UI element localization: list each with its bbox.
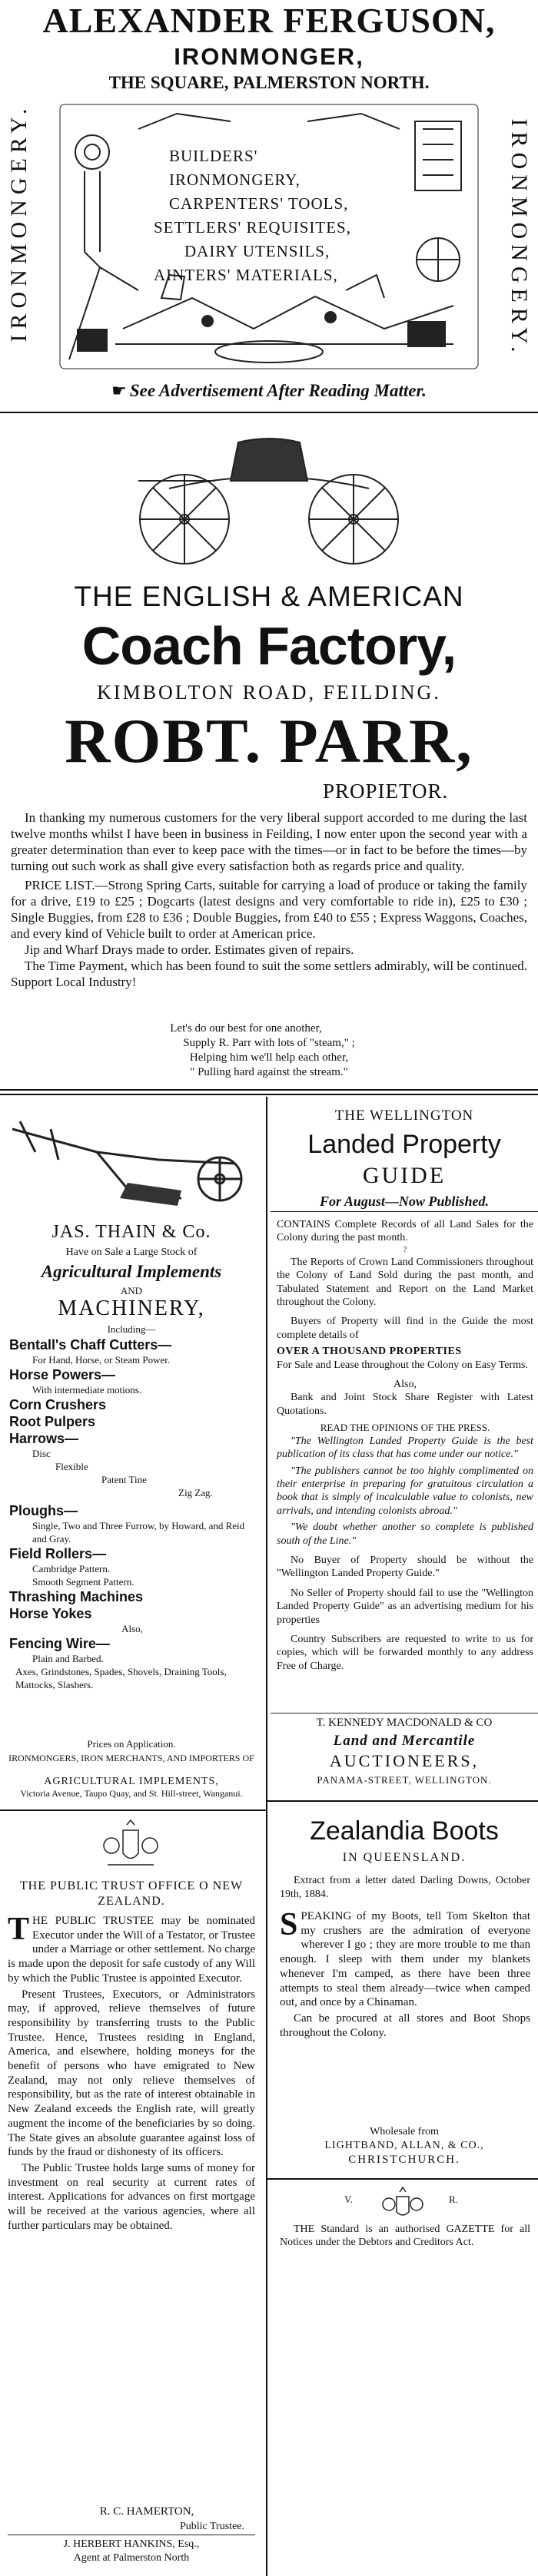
- item-title: Corn Crushers: [9, 1397, 107, 1412]
- item-sub: Smooth Segment Pattern.: [32, 1576, 134, 1588]
- guide-title2: GUIDE: [362, 1163, 447, 1188]
- item-sub: Flexible: [55, 1461, 88, 1472]
- item-sub: Axes, Grindstones, Spades, Shovels, Draining Tools, Mattocks, Slashers.: [15, 1666, 227, 1690]
- item-title: Thrashing Machines: [9, 1589, 144, 1604]
- thain-ironmongers: IRONMONGERS, IRON MERCHANTS, AND IMPORTERS OF: [8, 1753, 254, 1763]
- boots-whole: Wholesale from: [370, 2126, 439, 2137]
- verse-line: " Pulling hard against the stream.": [190, 1066, 348, 1078]
- thain-item: [9, 1605, 255, 1635]
- guide-also: Also,: [394, 1379, 417, 1391]
- trust-heading: THE PUBLIC TRUST OFFICE O NEW ZEALAND.: [19, 1879, 244, 1908]
- thain-item: [9, 1502, 255, 1545]
- thain-including: Including—: [107, 1323, 156, 1335]
- thain-address: Victoria Avenue, Taupo Quay, and St. Hill-street, Wanganui.: [20, 1788, 243, 1799]
- guide-para: No Seller of Property should fail to use the "Wellington Landed Property Guide" as an advertising medium for his properties: [277, 1587, 533, 1626]
- pointing-hand-icon: ☛: [111, 381, 127, 400]
- buggy-illustration: [123, 435, 415, 565]
- coach-name: ROBT. PARR,: [65, 706, 473, 776]
- trust-para: The Public Trustee holds large sums of money for investment on real security at current rates of interest. Applications for advances on first mortgage will be received at the various agencies, where all further particulars may be obtained.: [8, 2161, 255, 2232]
- item-sub: With intermediate motions.: [32, 1384, 142, 1396]
- guide-body: [277, 1218, 533, 1673]
- guide-para: Country Subscribers are requested to write to us for copies, which will be forwarded monthly to any address Free of Charge.: [277, 1633, 533, 1672]
- guide-the: THE WELLINGTON: [334, 1108, 474, 1124]
- guide-quote: "We doubt whether another so complete is published south of the Line.": [277, 1521, 533, 1547]
- thain-intro: Have on Sale a Large Stock of: [65, 1247, 198, 1258]
- thain-item: [9, 1336, 255, 1366]
- trust-sig1: R. C. HAMERTON,: [99, 2505, 194, 2518]
- item-sub: Patent Tine: [101, 1474, 147, 1485]
- guide-para: Bank and Joint Stock Share Register with Latest Quotations.: [277, 1392, 533, 1417]
- coach-factory-ad: [0, 415, 538, 1198]
- guide-month: For August—Now Published.: [271, 1194, 538, 1212]
- boots-body: [280, 1909, 530, 2040]
- guide-land: Land and Mercantile: [333, 1733, 476, 1749]
- guide-para: Buyers of Property will find in the Guide the most complete details of: [277, 1316, 533, 1341]
- trust-agent-line: Agent at Palmerston North: [73, 2552, 190, 2564]
- guide-opinions: READ THE OPINIONS OF THE PRESS.: [320, 1422, 490, 1434]
- coach-line1: THE ENGLISH & AMERICAN: [74, 581, 464, 612]
- coach-title: PROPIETOR.: [323, 780, 449, 803]
- guide-auct: AUCTIONEERS,: [329, 1751, 480, 1770]
- coach-para: PRICE LIST.—Strong Spring Carts, suitable for carrying a load of produce or taking the family for a drive, £19 to £25 ; Dogcarts (latest designs and very comfortable to ride in), £25 to £30 ; Single Buggies, from £28 to £36 ; Double Buggies, from £40 to £55 ; Express Waggons, Coaches, and every kind of Vehicle built to order at American price.: [11, 878, 527, 941]
- ferguson-line: SETTLERS' REQUISITES,: [154, 218, 351, 237]
- boots-para-text: PEAKING of my Boots, tell Tom Skelton that my crushers are the admiration of everyone wherever I go ; they are more trouble to me than enough. I sleep with them under my blankets whenever I'm camped, as there have been three attempts to steal them already—twice when camped out, and once by a Chinaman.: [280, 1910, 530, 2009]
- item-title: Harrows—: [9, 1431, 79, 1446]
- thain-item: [9, 1635, 255, 1691]
- ferguson-name: ALEXANDER FERGUSON,: [42, 1, 496, 40]
- thain-items: [9, 1336, 255, 1691]
- divider: [0, 1094, 538, 1095]
- thain-heading2: MACHINERY,: [58, 1296, 205, 1320]
- coach-para: The Time Payment, which has been found to suit the some settlers admirably, will be continued. Support Local Industry!: [11, 959, 527, 989]
- item-title: Ploughs—: [9, 1503, 78, 1518]
- thain-name: JAS. THAIN & Co.: [51, 1222, 211, 1242]
- boots-city: CHRISTCHURCH.: [348, 2154, 460, 2166]
- boots-sub: IN QUEENSLAND.: [342, 1851, 467, 1864]
- question-mark-icon: ?: [403, 1245, 407, 1254]
- ferguson-line: BUILDERS' IRONMONGERY,: [169, 147, 301, 189]
- item-sub: Cambridge Pattern.: [32, 1563, 111, 1574]
- thain-item: [9, 1366, 255, 1396]
- guide-firm: T. KENNEDY MACDONALD & CO: [271, 1713, 538, 1730]
- item-sub: Single, Two and Three Furrow, by Howard, and Reid and Gray.: [32, 1520, 245, 1545]
- boots-para: [280, 1909, 530, 2010]
- ferguson-ad: [0, 0, 538, 412]
- thain-ad: [0, 1098, 263, 1805]
- gazette-notice: [271, 2181, 538, 2574]
- divider: [0, 412, 538, 413]
- verse-line: Supply R. Parr with lots of "steam," ;: [183, 1037, 355, 1049]
- drop-cap: S: [280, 1907, 298, 1942]
- thain-and: AND: [120, 1285, 143, 1296]
- divider: [0, 1089, 538, 1091]
- coach-body: [11, 810, 527, 990]
- column-rule: [266, 1097, 267, 2576]
- guide-title1: Landed Property: [307, 1130, 501, 1159]
- guide-para: CONTAINS Complete Records of all Land Sales for the Colony during the past month.: [277, 1219, 533, 1244]
- coach-line3: KIMBOLTON ROAD, FEILDING.: [97, 681, 441, 704]
- divider: [0, 1809, 266, 1811]
- item-sub: For Hand, Horse, or Steam Power.: [32, 1354, 171, 1366]
- coach-verse: [0, 1021, 538, 1080]
- thain-item: [9, 1545, 255, 1588]
- item-sub: Also,: [121, 1623, 143, 1634]
- boots-para: Can be procured at all stores and Boot Shops throughout the Colony.: [280, 2011, 530, 2039]
- coat-of-arms-icon: [100, 1819, 161, 1872]
- public-trust-ad: [0, 1814, 263, 2574]
- drop-cap: T: [8, 1912, 30, 1947]
- coach-para: In thanking my numerous customers for the very liberal support accorded to me during the last twelve months whilst I have been in business in Feilding, I now enter upon the second year with a greater determination than ever to keep pace with the times—or in fact to be before the times—by turning out such work as shall give every satisfaction both as regards price and quality.: [11, 810, 527, 873]
- boots-title: Zealandia Boots: [310, 1816, 499, 1846]
- ferguson-side-right: IRONMONGERY.: [506, 118, 532, 358]
- item-title: Field Rollers—: [9, 1546, 107, 1561]
- ferguson-trade: IRONMONGER,: [174, 43, 364, 70]
- boots-intro: Extract from a letter dated Darling Downs, October 19th, 1884.: [280, 1875, 530, 1900]
- item-title: Horse Yokes: [9, 1606, 92, 1621]
- ferguson-line: CARPENTERS' TOOLS,: [169, 194, 349, 213]
- verse-line: Let's do our best for one another,: [170, 1022, 322, 1035]
- boots-firm: LIGHTBAND, ALLAN, & CO.,: [324, 2140, 484, 2151]
- trust-agent-line: J. HERBERT HANKINS, Esq.,: [63, 2538, 200, 2550]
- guide-para: For Sale and Lease throughout the Colony on Easy Terms.: [277, 1359, 528, 1371]
- trust-sig2: Public Trustee.: [179, 2521, 244, 2532]
- plough-illustration: [5, 1106, 258, 1214]
- trust-para-text: HE PUBLIC TRUSTEE may be nominated Executor under the Will of a Testator, or Trustee under a Marriage or other settlement. No charge is made upon the deposit for safe custody of any Will by which the Public Trustee is appointed Executor.: [8, 1915, 255, 1985]
- trust-body: [8, 1914, 255, 2233]
- landed-property-ad: [271, 1098, 538, 1799]
- gazette-v: V.: [344, 2194, 353, 2205]
- trust-agent: [8, 2535, 255, 2565]
- guide-addr: PANAMA-STREET, WELLINGTON.: [317, 1774, 492, 1786]
- gazette-text: THE Standard is an authorised GAZETTE for all Notices under the Debtors and Creditors Act.: [280, 2223, 530, 2248]
- item-title: Fencing Wire—: [9, 1636, 110, 1651]
- ferguson-footer-text: See Advertisement After Reading Matter.: [129, 381, 427, 400]
- thain-item: [9, 1430, 255, 1499]
- divider: [267, 1800, 538, 1802]
- ferguson-lines: [154, 144, 392, 287]
- thain-prices: Prices on Application.: [87, 1738, 176, 1750]
- trust-para: Present Trustees, Executors, or Administrators may, if approved, relieve themselves of future responsibility by transferring trusts to the Public Trustee. Hence, Trustees residing in England, America, and elsewhere, holding moneys for the benefit of persons who have emigrated to New Zealand, may not only relieve themselves of responsibility, but as the rate of interest obtainable in New Zealand exceeds the English rate, will greatly augment the income of the beneficiaries by so doing. The State gives an absolute guarantee against loss of funds by the fraud or dishonesty of its officers.: [8, 1988, 255, 2159]
- guide-para: No Buyer of Property should be without the "Wellington Landed Property Guide.": [277, 1554, 533, 1580]
- ferguson-line: DAIRY UTENSILS,: [184, 242, 330, 260]
- coach-line2: Coach Factory,: [81, 616, 457, 676]
- ferguson-address: THE SQUARE, PALMERSTON NORTH.: [108, 73, 430, 92]
- item-title: Root Pulpers: [9, 1414, 96, 1429]
- item-title: Bentall's Chaff Cutters—: [9, 1337, 172, 1353]
- thain-heading1: Agricultural Implements: [41, 1262, 222, 1281]
- guide-quote: "The Wellington Landed Property Guide is the best publication of its class that has come under our notice.": [277, 1435, 533, 1461]
- divider: [267, 2178, 538, 2180]
- thain-agri: AGRICULTURAL IMPLEMENTS,: [44, 1776, 219, 1787]
- item-sub: Disc: [32, 1448, 51, 1459]
- ferguson-footer: [0, 381, 538, 401]
- guide-para: The Reports of Crown Land Commissioners throughout the Colony of Land Sold during the past month, and Tabulated Statement and Report on the Land Market throughout the Colony.: [277, 1256, 533, 1309]
- item-sub: Plain and Barbed.: [32, 1653, 104, 1664]
- item-title: Horse Powers—: [9, 1367, 116, 1382]
- verse-line: Helping him we'll help each other,: [189, 1051, 349, 1064]
- coach-para: Jip and Wharf Drays made to order. Estimates given of repairs.: [25, 942, 354, 957]
- item-sub: Zig Zag.: [178, 1487, 213, 1498]
- trust-para: [8, 1914, 255, 1986]
- ferguson-line: AINTERS' MATERIALS,: [154, 266, 338, 284]
- royal-crest-icon: [381, 2186, 424, 2220]
- guide-para: OVER A THOUSAND PROPERTIES: [277, 1346, 462, 1358]
- gazette-r: R.: [449, 2194, 458, 2205]
- ferguson-side-left: IRONMONGERY.: [6, 103, 32, 343]
- guide-quote: "The publishers cannot be too highly complimented on their enterprise in preparing for gratuitous circulation a book that is simply of incalculable value to colonists, new arrivals, and intending colonists abroad.": [277, 1465, 533, 1517]
